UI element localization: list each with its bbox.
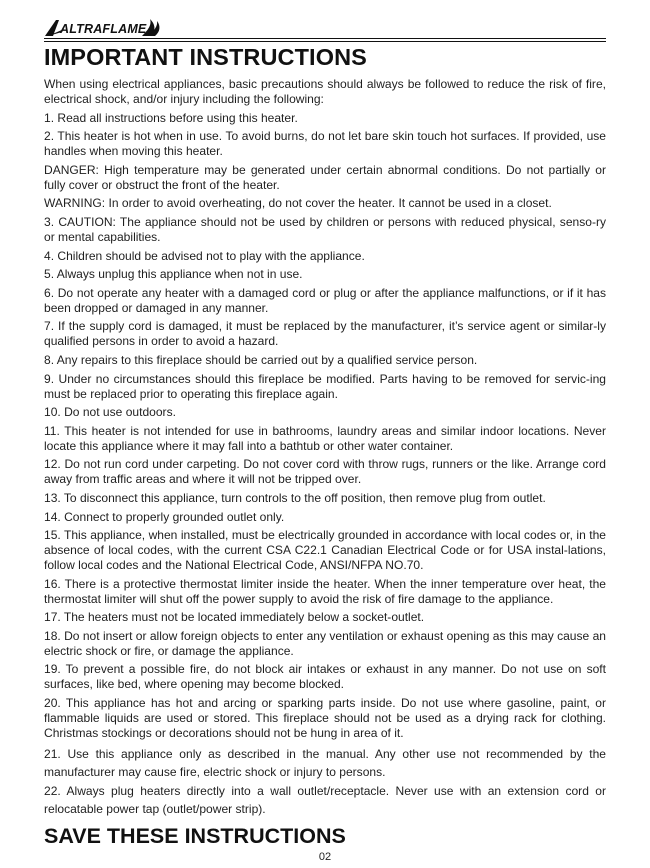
instructions-body [44, 77, 606, 819]
instruction-item: 12. Do not run cord under carpeting. Do not cover cord with throw rugs, runners or the like. Arrange cord away from traffic areas and where it will not be tripped over. [44, 457, 606, 487]
intro-paragraph: When using electrical appliances, basic precautions should always be followed to reduce the risk of fire, electrical shock, and/or injury including the following: [44, 77, 606, 106]
save-instructions-heading: SAVE THESE INSTRUCTIONS [44, 824, 346, 848]
instruction-item: 9. Under no circumstances should this fireplace be modified. Parts having to be removed for servic-ing must be replaced prior to operating this fireplace again. [44, 371, 606, 401]
instruction-item: 19. To prevent a possible fire, do not block air intakes or exhaust in any manner. Do not use on soft surfaces, like bed, where opening may become blocked. [44, 662, 606, 692]
instruction-item: 5. Always unplug this appliance when not in use. [44, 267, 303, 282]
instruction-item: 14. Connect to properly grounded outlet only. [44, 509, 285, 524]
instruction-item: 22. Always plug heaters directly into a wall outlet/receptacle. Never use with an extension cord or relocatable power tap (outlet/power strip). [44, 783, 606, 817]
instruction-item: 20. This appliance has hot and arcing or sparking parts inside. Do not use where gasoline, paint, or flammable liquids are used or stored. This fireplace should not be used as a drying rack for clothing. Christmas stockings or decorations should not be hung in area of it. [44, 696, 606, 741]
instruction-item: 4. Children should be advised not to play with the appliance. [44, 248, 365, 263]
instruction-item: 7. If the supply cord is damaged, it must be replaced by the manufacturer, it’s service agent or similar-ly qualified persons in order to avoid a hazard. [44, 319, 606, 349]
instruction-item: 15. This appliance, when installed, must be electrically grounded in accordance with local codes or, in the absence of local codes, with the current CSA C22.1 Canadian Electrical Code or for USA instal-lations, follow local codes and the National Electrical Code, ANSI/NFPA NO.70. [44, 528, 606, 573]
instruction-item: 6. Do not operate any heater with a damaged cord or plug or after the appliance malfunctions, or if it has been dropped or damaged in any manner. [44, 285, 606, 315]
brand-name: ALTRAFLAME [60, 22, 147, 36]
instruction-item: 3. CAUTION: The appliance should not be used by children or persons with reduced physical, senso-ry or mental capabilities. [44, 214, 606, 244]
page-header [44, 16, 606, 42]
instruction-item: 18. Do not insert or allow foreign objects to enter any ventilation or exhaust opening as this may cause an electric shock or fire, or damage the appliance. [44, 628, 606, 658]
instruction-item: 16. There is a protective thermostat limiter inside the heater. When the inner temperature over heat, the thermostat limiter will shut off the power supply to avoid the risk of fire damage to the appliance. [44, 576, 606, 606]
page-title: IMPORTANT INSTRUCTIONS [44, 44, 367, 70]
warning-note: WARNING: In order to avoid overheating, do not cover the heater. It cannot be used in a closet. [44, 196, 552, 211]
instruction-item: 10. Do not use outdoors. [44, 405, 176, 420]
instruction-item: 8. Any repairs to this fireplace should be carried out by a qualified service person. [44, 352, 478, 367]
instruction-item: 21. Use this appliance only as described in the manual. Any other use not recommended by the manufacturer may cause fire, electric shock or injury to persons. [44, 746, 606, 780]
instruction-item: 2. This heater is hot when in use. To avoid burns, do not let bare skin touch hot surfaces. If provided, use handles when moving this heater. [44, 129, 606, 159]
header-rule [44, 38, 606, 39]
instruction-item: 13. To disconnect this appliance, turn controls to the off position, then remove plug from outlet. [44, 490, 546, 505]
instruction-item: 17. The heaters must not be located immediately below a socket-outlet. [44, 610, 425, 625]
brand-logo [44, 16, 194, 40]
page-number: 02 [318, 851, 332, 863]
header-rule-thin [44, 41, 606, 42]
instruction-item: 1. Read all instructions before using this heater. [44, 110, 298, 125]
instruction-item: 11. This heater is not intended for use in bathrooms, laundry areas and similar indoor locations. Never locate this appliance where it may fall into a bathtub or other water container. [44, 423, 606, 453]
danger-note: DANGER: High temperature may be generated under certain abnormal conditions. Do not partially or fully cover or obstruct the front of the heater. [44, 162, 606, 192]
